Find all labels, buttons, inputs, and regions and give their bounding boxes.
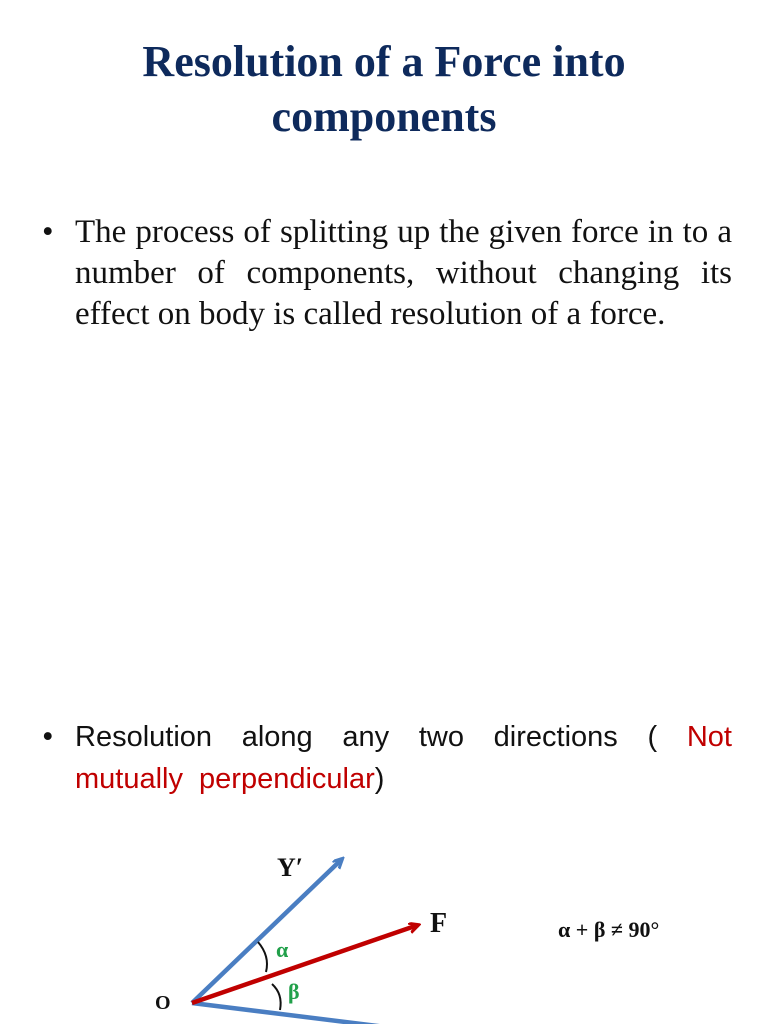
alpha-label: α bbox=[276, 937, 289, 962]
origin-label: O bbox=[155, 992, 171, 1014]
y-axis-label: Y′ bbox=[277, 853, 304, 882]
bullet-dot: • bbox=[42, 214, 54, 250]
not-perpendicular-highlight: Not mutually perpendicular bbox=[75, 721, 732, 795]
beta-angle-arc bbox=[272, 984, 281, 1010]
x-axis-arrow bbox=[192, 1003, 410, 1024]
alpha-angle-arc bbox=[258, 942, 267, 972]
y-axis-arrow bbox=[192, 859, 342, 1003]
title-line-2: components bbox=[271, 92, 497, 141]
title-line-1: Resolution of a Force into bbox=[142, 37, 626, 86]
resolution-suffix: ) bbox=[374, 763, 385, 795]
definition-text: The process of splitting up the given force in to a number of components, without changing its effect on body is called resolution of a force. bbox=[75, 214, 732, 332]
force-f-arrow bbox=[192, 925, 418, 1003]
beta-label: β bbox=[288, 979, 300, 1004]
angle-sum-equation: α + β ≠ 90° bbox=[558, 917, 660, 942]
bullet-dot: • bbox=[42, 719, 54, 755]
force-label: F bbox=[430, 908, 448, 939]
resolution-prefix: Resolution along any two directions ( bbox=[75, 721, 687, 753]
